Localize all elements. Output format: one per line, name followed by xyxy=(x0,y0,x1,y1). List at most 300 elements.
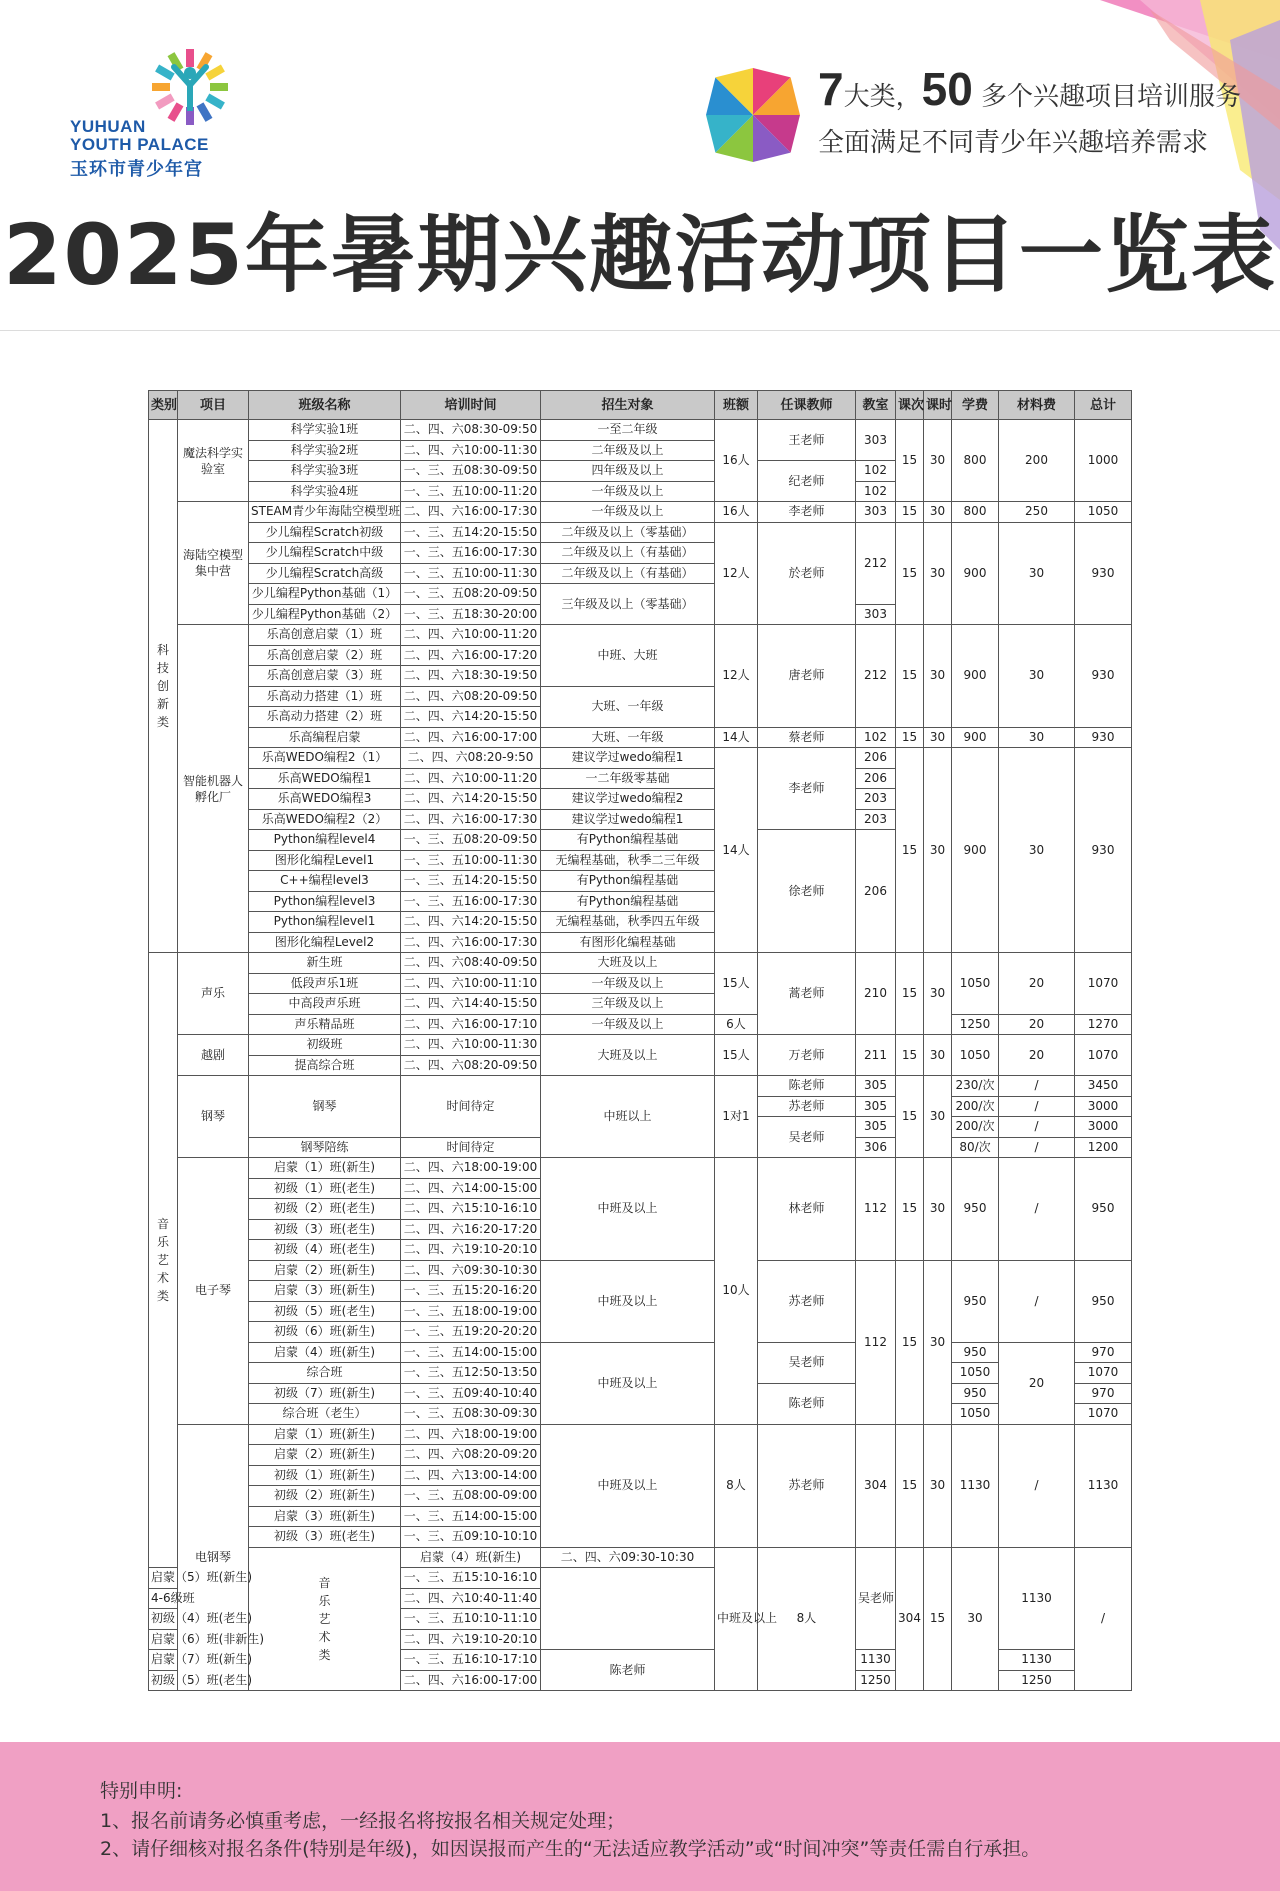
class-name-cell: 初级（7）班(新生) xyxy=(249,1383,401,1404)
class-name-cell: 启蒙（5）班(新生) xyxy=(149,1568,178,1589)
sessions-cell: 15 xyxy=(896,420,924,502)
time-cell: 二、四、六10:00-11:10 xyxy=(401,973,541,994)
time-cell: 二、四、六09:30-10:30 xyxy=(541,1547,715,1568)
time-cell: 二、四、六18:00-19:00 xyxy=(401,1424,541,1445)
time-cell: 二、四、六15:10-16:10 xyxy=(401,1199,541,1220)
notice-footer xyxy=(0,1742,1280,1891)
tuition-cell: 1130 xyxy=(952,1424,999,1547)
class-name-cell: 乐高动力搭建（2）班 xyxy=(249,707,401,728)
teacher-cell: 苏老师 xyxy=(758,1096,856,1117)
slogan-number-categories: 7 xyxy=(818,63,844,115)
class-name-cell: 少儿编程Scratch高级 xyxy=(249,563,401,584)
column-header: 招生对象 xyxy=(541,391,715,420)
time-cell: 二、四、六19:10-20:10 xyxy=(401,1629,541,1650)
class-name-cell: C++编程level3 xyxy=(249,871,401,892)
target-cell: 中班以上 xyxy=(541,1076,715,1158)
time-cell: 二、四、六18:30-19:50 xyxy=(401,666,541,687)
category-cell: 音乐艺术类 xyxy=(249,1547,401,1691)
material-fee-cell: / xyxy=(999,1137,1075,1158)
class-name-cell: 初级（4）班(老生) xyxy=(149,1609,178,1630)
total-cell: 1000 xyxy=(1075,420,1132,502)
time-cell: 一、三、五19:20-20:20 xyxy=(401,1322,541,1343)
target-cell: 中班、大班 xyxy=(541,625,715,687)
class-name-cell: 少儿编程Scratch中级 xyxy=(249,543,401,564)
target-cell: 有图形化编程基础 xyxy=(541,932,715,953)
tuition-cell: 950 xyxy=(952,1158,999,1261)
material-fee-cell: 20 xyxy=(999,953,1075,1015)
material-fee-cell: / xyxy=(999,1117,1075,1138)
total-cell: 950 xyxy=(1075,1158,1132,1261)
class-name-cell: 初级（4）班(老生) xyxy=(249,1240,401,1261)
class-name-cell: 图形化编程Level2 xyxy=(249,932,401,953)
category-cell: 科技创新类 xyxy=(149,420,178,953)
room-cell: 212 xyxy=(856,522,896,604)
teacher-cell: 苏老师 xyxy=(758,1424,856,1547)
time-cell: 二、四、六16:00-17:30 xyxy=(401,932,541,953)
hours-cell: 30 xyxy=(952,1547,999,1691)
target-cell: 二年级及以上（有基础） xyxy=(541,563,715,584)
target-cell: 中班及以上 xyxy=(541,1424,715,1547)
material-fee-cell: / xyxy=(1075,1547,1132,1691)
time-cell: 二、四、六14:20-15:50 xyxy=(401,912,541,933)
tuition-cell: 230/次 xyxy=(952,1076,999,1097)
class-name-cell: 少儿编程Scratch初级 xyxy=(249,522,401,543)
column-header: 项目 xyxy=(178,391,249,420)
class-name-cell: 启蒙（1）班(新生) xyxy=(249,1158,401,1179)
time-cell: 二、四、六14:40-15:50 xyxy=(401,994,541,1015)
room-cell: 206 xyxy=(856,768,896,789)
slogan-text-categories: 大类， xyxy=(843,82,922,112)
class-name-cell: 声乐精品班 xyxy=(249,1014,401,1035)
class-name-cell: 乐高WEDO编程2（1） xyxy=(249,748,401,769)
class-name-cell: 中高段声乐班 xyxy=(249,994,401,1015)
column-header: 班级名称 xyxy=(249,391,401,420)
material-fee-cell: / xyxy=(999,1158,1075,1261)
schedule-table xyxy=(148,390,1132,1691)
tuition-cell: 1250 xyxy=(952,1014,999,1035)
material-fee-cell: 30 xyxy=(999,522,1075,625)
hours-cell: 30 xyxy=(924,1424,952,1547)
tuition-cell: 1050 xyxy=(952,1404,999,1425)
project-cell: 电子琴 xyxy=(178,1158,249,1425)
target-cell: 三年级及以上 xyxy=(541,994,715,1015)
target-cell: 中班及以上 xyxy=(541,1158,715,1261)
target-cell: 四年级及以上 xyxy=(541,461,715,482)
total-cell: 1070 xyxy=(1075,953,1132,1015)
class-name-cell: 启蒙（7）班(新生) xyxy=(149,1650,178,1671)
table-row xyxy=(149,1014,1132,1035)
class-name-cell: 初级（5）班(老生) xyxy=(149,1670,178,1691)
time-cell: 一、三、五08:30-09:50 xyxy=(401,461,541,482)
room-cell: 206 xyxy=(856,830,896,953)
tuition-cell: 80/次 xyxy=(952,1137,999,1158)
table-row xyxy=(149,1035,1132,1056)
table-row xyxy=(149,1158,1132,1179)
target-cell: 建议学过wedo编程2 xyxy=(541,789,715,810)
hours-cell: 30 xyxy=(924,1158,952,1261)
target-cell: 三年级及以上（零基础） xyxy=(541,584,715,625)
room-cell: 304 xyxy=(856,1424,896,1547)
teacher-cell: 李老师 xyxy=(758,748,856,830)
logo-english-line2: YOUTH PALACE xyxy=(70,135,209,154)
target-cell: 一二年级零基础 xyxy=(541,768,715,789)
category-cell: 音乐艺术类 xyxy=(149,953,178,1568)
class-name-cell: 乐高创意启蒙（3）班 xyxy=(249,666,401,687)
class-name-cell: 初级（3）班(老生) xyxy=(249,1527,401,1548)
total-cell: 1130 xyxy=(1075,1424,1132,1547)
column-header: 教室 xyxy=(856,391,896,420)
class-name-cell: 启蒙（3）班(新生) xyxy=(249,1506,401,1527)
project-cell: 越剧 xyxy=(178,1035,249,1076)
room-cell: 206 xyxy=(856,748,896,769)
time-cell: 一、三、五16:00-17:30 xyxy=(401,891,541,912)
class-name-cell: 启蒙（3）班(新生) xyxy=(249,1281,401,1302)
tuition-cell: 1250 xyxy=(856,1670,896,1691)
class-name-cell: 少儿编程Python基础（2） xyxy=(249,604,401,625)
total-cell: 1070 xyxy=(1075,1404,1132,1425)
column-header: 材料费 xyxy=(999,391,1075,420)
time-cell: 二、四、六10:00-11:20 xyxy=(401,768,541,789)
class-name-cell: 4-6级班 xyxy=(149,1588,178,1609)
material-fee-cell: 30 xyxy=(999,748,1075,953)
target-cell: 大班、一年级 xyxy=(541,727,715,748)
project-cell: 电钢琴 xyxy=(178,1424,249,1691)
tuition-cell: 900 xyxy=(952,625,999,728)
time-cell: 一、三、五12:50-13:50 xyxy=(401,1363,541,1384)
time-cell: 二、四、六14:20-15:50 xyxy=(401,707,541,728)
time-cell: 二、四、六13:00-14:00 xyxy=(401,1465,541,1486)
teacher-cell: 李老师 xyxy=(758,502,856,523)
room-cell: 210 xyxy=(856,953,896,1035)
project-cell: 智能机器人孵化厂 xyxy=(178,625,249,953)
column-header: 类别 xyxy=(149,391,178,420)
tuition-cell: 950 xyxy=(952,1383,999,1404)
hours-cell: 30 xyxy=(924,1076,952,1158)
tuition-cell: 200/次 xyxy=(952,1096,999,1117)
class-name-cell: 初级（1）班(老生) xyxy=(249,1178,401,1199)
target-cell: 中班及以上 xyxy=(541,1342,715,1424)
teacher-cell: 吴老师 xyxy=(856,1547,896,1650)
total-cell: 1250 xyxy=(999,1670,1075,1691)
room-cell: 203 xyxy=(856,789,896,810)
class-name-cell: 启蒙（6）班(非新生) xyxy=(149,1629,178,1650)
sessions-cell: 15 xyxy=(896,1035,924,1076)
material-fee-cell: / xyxy=(999,1076,1075,1097)
class-name-cell: 提高综合班 xyxy=(249,1055,401,1076)
slogan-number-projects: 50 xyxy=(921,63,973,115)
class-name-cell: 综合班（老生） xyxy=(249,1404,401,1425)
column-header: 总计 xyxy=(1075,391,1132,420)
time-cell: 一、三、五15:20-16:20 xyxy=(401,1281,541,1302)
column-header: 课时 xyxy=(924,391,952,420)
total-cell: 1130 xyxy=(999,1650,1075,1671)
tuition-cell: 1130 xyxy=(999,1547,1075,1650)
total-cell: 970 xyxy=(1075,1383,1132,1404)
sessions-cell: 15 xyxy=(924,1547,952,1691)
teacher-cell: 吴老师 xyxy=(758,1342,856,1383)
time-cell: 一、三、五16:10-17:10 xyxy=(401,1650,541,1671)
target-cell: 有Python编程基础 xyxy=(541,891,715,912)
room-cell: 305 xyxy=(856,1096,896,1117)
class-name-cell: 启蒙（1）班(新生) xyxy=(249,1424,401,1445)
total-cell: 950 xyxy=(1075,1260,1132,1342)
class-name-cell: 科学实验3班 xyxy=(249,461,401,482)
tuition-cell: 900 xyxy=(952,727,999,748)
time-cell: 一、三、五09:40-10:40 xyxy=(401,1383,541,1404)
teacher-cell: 唐老师 xyxy=(758,625,856,728)
tuition-cell: 200/次 xyxy=(952,1117,999,1138)
size-cell: 6人 xyxy=(715,1014,758,1035)
time-cell: 二、四、六16:00-17:30 xyxy=(401,502,541,523)
room-cell: 102 xyxy=(856,461,896,482)
size-cell: 10人 xyxy=(715,1158,758,1425)
table-row xyxy=(149,1260,1132,1281)
hours-cell: 30 xyxy=(924,953,952,1035)
room-cell: 211 xyxy=(856,1035,896,1076)
target-cell: 二年级及以上 xyxy=(541,440,715,461)
time-cell: 二、四、六16:00-17:10 xyxy=(401,1014,541,1035)
time-cell: 一、三、五14:00-15:00 xyxy=(401,1342,541,1363)
time-cell: 二、四、六10:40-11:40 xyxy=(401,1588,541,1609)
column-header: 培训时间 xyxy=(401,391,541,420)
total-cell: 1050 xyxy=(1075,502,1132,523)
teacher-cell: 万老师 xyxy=(758,1035,856,1076)
size-cell: 12人 xyxy=(715,522,758,625)
class-name-cell: Python编程level3 xyxy=(249,891,401,912)
time-cell: 一、三、五08:20-09:50 xyxy=(401,584,541,605)
hours-cell: 30 xyxy=(924,625,952,728)
time-cell: 一、三、五10:00-11:30 xyxy=(401,563,541,584)
class-name-cell: 钢琴陪练 xyxy=(249,1137,401,1158)
tuition-cell: 900 xyxy=(952,748,999,953)
room-cell: 303 xyxy=(856,502,896,523)
size-cell: 8人 xyxy=(758,1547,856,1691)
material-fee-cell: / xyxy=(999,1424,1075,1547)
time-cell: 二、四、六16:00-17:30 xyxy=(401,809,541,830)
time-cell: 二、四、六08:20-09:20 xyxy=(401,1445,541,1466)
teacher-cell: 林老师 xyxy=(758,1158,856,1261)
time-cell: 二、四、六14:00-15:00 xyxy=(401,1178,541,1199)
material-fee-cell: / xyxy=(999,1260,1075,1342)
time-cell: 二、四、六10:00-11:30 xyxy=(401,440,541,461)
room-cell: 304 xyxy=(896,1547,924,1691)
time-cell: 二、四、六16:00-17:00 xyxy=(401,727,541,748)
room-cell: 203 xyxy=(856,809,896,830)
project-cell: 海陆空模型集中营 xyxy=(178,502,249,625)
sessions-cell: 15 xyxy=(896,748,924,953)
teacher-cell: 蔡老师 xyxy=(758,727,856,748)
target-cell: 无编程基础，秋季二三年级 xyxy=(541,850,715,871)
table-row xyxy=(149,727,1132,748)
class-name-cell: 启蒙（4）班(新生) xyxy=(401,1547,541,1568)
size-cell: 15人 xyxy=(715,1035,758,1076)
time-cell: 一、三、五14:00-15:00 xyxy=(401,1506,541,1527)
size-cell: 15人 xyxy=(715,953,758,1015)
target-cell: 有Python编程基础 xyxy=(541,871,715,892)
material-fee-cell: 30 xyxy=(999,625,1075,728)
column-header: 任课教师 xyxy=(758,391,856,420)
teacher-cell: 陈老师 xyxy=(758,1383,856,1424)
material-fee-cell: 20 xyxy=(999,1035,1075,1076)
class-name-cell: 少儿编程Python基础（1） xyxy=(249,584,401,605)
class-name-cell: Python编程level4 xyxy=(249,830,401,851)
tuition-cell: 950 xyxy=(952,1260,999,1342)
total-cell: 1270 xyxy=(1075,1014,1132,1035)
hours-cell: 30 xyxy=(924,727,952,748)
class-name-cell: 初级（2）班(新生) xyxy=(249,1486,401,1507)
class-name-cell: 科学实验2班 xyxy=(249,440,401,461)
notice-item-1: 1、报名前请务必慎重考虑，一经报名将按报名相关规定处理； xyxy=(100,1810,626,1832)
time-cell: 一、三、五09:10-10:10 xyxy=(401,1527,541,1548)
tuition-cell: 900 xyxy=(952,522,999,625)
table-row xyxy=(149,1424,1132,1445)
hours-cell: 30 xyxy=(924,502,952,523)
total-cell: 930 xyxy=(1075,727,1132,748)
room-cell: 112 xyxy=(856,1260,896,1424)
class-name-cell: 乐高编程启蒙 xyxy=(249,727,401,748)
hours-cell: 30 xyxy=(924,522,952,625)
time-cell: 一、三、五14:20-15:50 xyxy=(401,871,541,892)
class-name-cell: 初级（2）班(老生) xyxy=(249,1199,401,1220)
room-cell: 303 xyxy=(856,420,896,461)
time-cell: 一、三、五18:00-19:00 xyxy=(401,1301,541,1322)
table-row xyxy=(149,748,1132,769)
table-row xyxy=(149,1342,1132,1363)
class-name-cell: Python编程level1 xyxy=(249,912,401,933)
class-name-cell: 乐高WEDO编程2（2） xyxy=(249,809,401,830)
class-name-cell: 新生班 xyxy=(249,953,401,974)
room-cell: 305 xyxy=(856,1076,896,1097)
time-cell: 一、三、五16:00-17:30 xyxy=(401,543,541,564)
room-cell: 112 xyxy=(856,1158,896,1261)
tuition-cell: 1050 xyxy=(952,1363,999,1384)
target-cell: 无编程基础，秋季四五年级 xyxy=(541,912,715,933)
class-name-cell: 乐高WEDO编程3 xyxy=(249,789,401,810)
total-cell: 3000 xyxy=(1075,1096,1132,1117)
table-row xyxy=(149,502,1132,523)
time-cell: 一、三、五08:00-09:00 xyxy=(401,1486,541,1507)
table-row xyxy=(149,1547,1132,1568)
sessions-cell: 15 xyxy=(896,1260,924,1424)
total-cell: 1070 xyxy=(1075,1035,1132,1076)
time-cell: 时间待定 xyxy=(401,1137,541,1158)
size-cell: 8人 xyxy=(715,1424,758,1547)
sessions-cell: 15 xyxy=(896,727,924,748)
class-name-cell: 钢琴 xyxy=(249,1076,401,1138)
page-title: 2025年暑期兴趣活动项目一览表 xyxy=(3,206,1277,304)
class-name-cell: 初级（5）班(老生) xyxy=(249,1301,401,1322)
column-header: 课次 xyxy=(896,391,924,420)
target-cell: 中班及以上 xyxy=(715,1547,758,1691)
teacher-cell: 陈老师 xyxy=(758,1076,856,1097)
column-header: 学费 xyxy=(952,391,999,420)
material-fee-cell: 30 xyxy=(999,727,1075,748)
room-cell: 102 xyxy=(856,727,896,748)
time-cell: 二、四、六08:30-09:50 xyxy=(401,420,541,441)
time-cell: 一、三、五10:00-11:20 xyxy=(401,481,541,502)
class-name-cell: 乐高创意启蒙（2）班 xyxy=(249,645,401,666)
material-fee-cell: 200 xyxy=(999,420,1075,502)
target-cell: 建议学过wedo编程1 xyxy=(541,809,715,830)
time-cell: 二、四、六08:20-9:50 xyxy=(401,748,541,769)
class-name-cell: 初级（3）班(老生) xyxy=(249,1219,401,1240)
sessions-cell: 15 xyxy=(896,502,924,523)
time-cell: 一、三、五14:20-15:50 xyxy=(401,522,541,543)
teacher-cell: 纪老师 xyxy=(758,461,856,502)
time-cell: 二、四、六10:00-11:30 xyxy=(401,1035,541,1056)
teacher-cell: 陈老师 xyxy=(541,1650,715,1691)
time-cell: 二、四、六10:00-11:20 xyxy=(401,625,541,646)
project-cell: 声乐 xyxy=(178,953,249,1035)
table-row xyxy=(149,625,1132,646)
hours-cell: 30 xyxy=(924,1035,952,1076)
room-cell: 303 xyxy=(856,604,896,625)
time-cell: 时间待定 xyxy=(401,1076,541,1138)
logo-english-line1: YUHUAN xyxy=(70,117,146,136)
class-name-cell: 启蒙（4）班(新生) xyxy=(249,1342,401,1363)
total-cell: 930 xyxy=(1075,625,1132,728)
total-cell: 1070 xyxy=(1075,1363,1132,1384)
time-cell: 二、四、六09:30-10:30 xyxy=(401,1260,541,1281)
sessions-cell: 15 xyxy=(896,953,924,1035)
hours-cell: 30 xyxy=(924,748,952,953)
size-cell: 1对1 xyxy=(715,1076,758,1158)
target-cell: 一年级及以上 xyxy=(541,1014,715,1035)
time-cell: 一、三、五18:30-20:00 xyxy=(401,604,541,625)
sessions-cell: 15 xyxy=(896,522,924,625)
pinwheel-icon xyxy=(706,68,800,162)
time-cell: 一、三、五10:00-11:30 xyxy=(401,850,541,871)
time-cell: 二、四、六16:00-17:00 xyxy=(401,1670,541,1691)
class-name-cell: 科学实验1班 xyxy=(249,420,401,441)
time-cell: 一、三、五15:10-16:10 xyxy=(401,1568,541,1589)
target-cell: 二年级及以上（零基础） xyxy=(541,522,715,543)
slogan-line1 xyxy=(818,62,1241,116)
class-name-cell: 初级班 xyxy=(249,1035,401,1056)
sessions-cell: 15 xyxy=(896,625,924,728)
tuition-cell: 950 xyxy=(952,1342,999,1363)
tuition-cell: 1050 xyxy=(952,1035,999,1076)
class-name-cell: 乐高WEDO编程1 xyxy=(249,768,401,789)
table-row xyxy=(149,953,1132,974)
logo-chinese-name: 玉环市青少年宫 xyxy=(70,159,203,180)
class-name-cell: 乐高创意启蒙（1）班 xyxy=(249,625,401,646)
size-cell: 12人 xyxy=(715,625,758,728)
target-cell: 建议学过wedo编程1 xyxy=(541,748,715,769)
time-cell: 二、四、六16:20-17:20 xyxy=(401,1219,541,1240)
total-cell: 930 xyxy=(1075,748,1132,953)
room-cell: 305 xyxy=(856,1117,896,1138)
column-header: 班额 xyxy=(715,391,758,420)
hours-cell: 30 xyxy=(924,420,952,502)
class-name-cell: 科学实验4班 xyxy=(249,481,401,502)
time-cell: 二、四、六14:20-15:50 xyxy=(401,789,541,810)
tuition-cell: 1130 xyxy=(856,1650,896,1671)
target-cell: 一年级及以上 xyxy=(541,502,715,523)
time-cell: 一、三、五10:10-11:10 xyxy=(401,1609,541,1630)
teacher-cell: 苏老师 xyxy=(758,1260,856,1342)
material-fee-cell: / xyxy=(999,1096,1075,1117)
room-cell: 102 xyxy=(856,481,896,502)
material-fee-cell: 20 xyxy=(999,1342,1075,1424)
page-header xyxy=(0,0,1280,331)
class-name-cell: 低段声乐1班 xyxy=(249,973,401,994)
room-cell: 306 xyxy=(856,1137,896,1158)
teacher-cell: 蒿老师 xyxy=(758,953,856,1035)
time-cell: 一、三、五08:20-09:50 xyxy=(401,830,541,851)
material-fee-cell: 250 xyxy=(999,502,1075,523)
class-name-cell: 图形化编程Level1 xyxy=(249,850,401,871)
